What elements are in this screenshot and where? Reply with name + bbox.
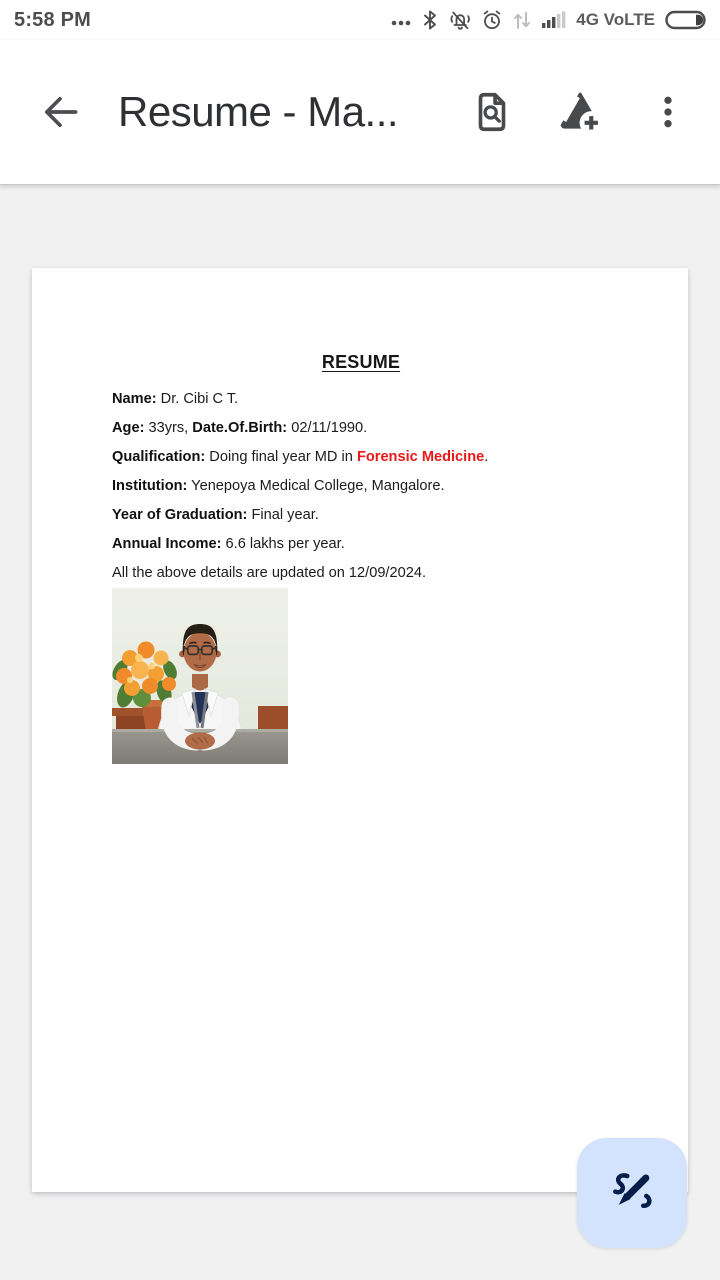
field-value: 6.6 lakhs per year. [221,536,345,552]
resume-line [112,385,610,414]
resume-line [112,559,610,588]
bluetooth-icon [420,8,440,32]
field-value: Yenepoya Medical College, Mangalore. [187,478,445,494]
field-value: All the above details are updated on 12/09/2024. [112,565,427,581]
highlighted-text: Forensic Medicine [356,449,485,465]
field-value: 02/11/1990. [287,420,368,436]
document-title: Resume - Ma... [118,88,399,135]
more-options-icon[interactable] [636,80,700,144]
field-text: 33yrs, [144,420,193,436]
more-dots-icon [389,8,413,32]
resume-body [112,385,610,588]
field-label: Qualification: [112,449,206,465]
signal-strength-icon [540,8,568,32]
resume-line [112,501,610,530]
resume-line [112,530,610,559]
field-label: Year of Graduation: [112,507,248,523]
document-page [32,268,688,1192]
field-label: Name: [112,391,157,407]
battery-icon [664,9,708,31]
stylus-note-icon [606,1165,658,1222]
status-bar [0,0,720,40]
resume-line [112,443,610,472]
back-arrow-icon[interactable] [34,86,86,138]
field-text: Doing final year MD in [205,449,357,465]
field-label: Age: [112,420,145,436]
field-label: Institution: [112,478,188,494]
resume-line [112,414,610,443]
search-in-document-icon[interactable] [460,80,524,144]
network-type-label: 4G VoLTE [576,10,655,29]
notifications-muted-icon [447,8,473,32]
alarm-icon [480,8,504,32]
clock: 5:58 PM [14,8,91,31]
add-to-drive-icon[interactable] [548,80,612,144]
resume-line [112,472,610,501]
document-viewer[interactable] [0,186,720,1280]
field-value: . [484,449,489,465]
field-label: Annual Income: [112,536,222,552]
resume-photo [112,588,288,764]
field-value: Final year. [247,507,319,523]
field-label-2: Date.Of.Birth: [192,420,288,436]
edit-fab-button[interactable] [577,1138,687,1248]
network-activity-icon [511,8,533,32]
resume-heading: RESUME [321,352,401,372]
field-value: Dr. Cibi C T. [156,391,239,407]
app-bar [0,40,720,185]
